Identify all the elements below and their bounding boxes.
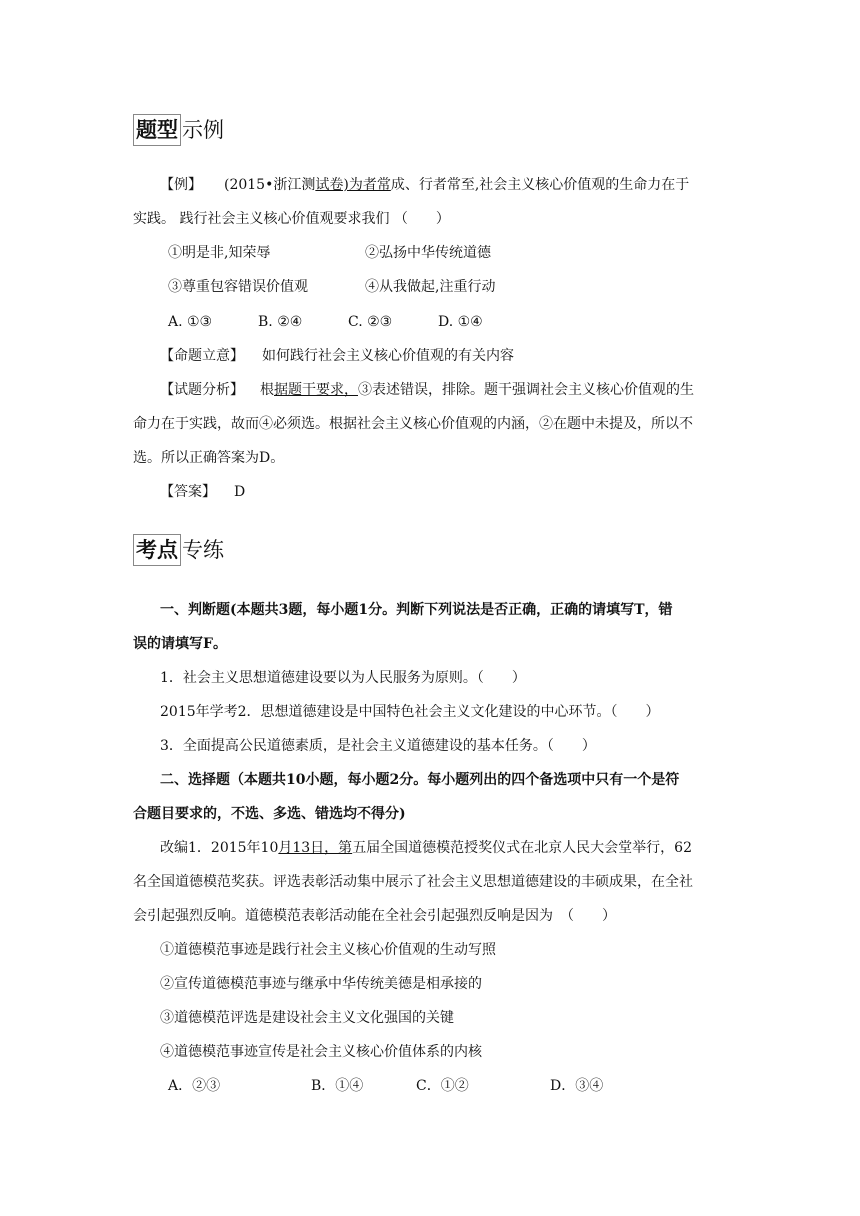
choice-c: C. ②③: [348, 314, 393, 330]
analysis-line-2: 命力在于实践，故而④必须选。根据社会主义核心价值观的内涵，②在题中未提及，所以不: [133, 416, 693, 432]
mc-choice-b: B．①④: [311, 1078, 364, 1094]
answer-tag: 【答案】: [160, 484, 216, 500]
example-option-1: ①明是非,知荣辱: [168, 245, 271, 261]
mc-question-1-line-3: 会引起强烈反响。道德模范表彰活动能在全社会引起强烈反响是因为 （ ）: [133, 908, 616, 924]
example-source: (2015•浙江测: [224, 177, 316, 193]
mc-statement-2: ②宣传道德模范事迹与继承中华传统美德是相承接的: [160, 976, 482, 992]
section-title-boxed: 题型: [133, 114, 181, 146]
tf-question-1: 1．社会主义思想道德建设要以为人民服务为原则。（ ）: [160, 670, 526, 686]
example-option-3: ③尊重包容错误价值观: [168, 279, 308, 295]
answer-line: [160, 482, 245, 502]
part2-heading-line-1: 二、选择题（本题共10小题，每小题2分。每小题列出的四个备选项中只有一个是符: [160, 772, 680, 788]
part1-heading-line-1: 一、判断题(本题共3题，每小题1分。判断下列说法是否正确，正确的请填写T，错: [160, 602, 673, 618]
mc-q1-underlined: 月13日，第: [278, 840, 353, 856]
tf-question-3: 3．全面提高公民道德素质，是社会主义道德建设的基本任务。（ ）: [160, 738, 596, 754]
mc-statement-3: ③道德模范评选是建设社会主义文化强国的关键: [160, 1010, 454, 1026]
analysis-line-3: 选。所以正确答案为D。: [133, 450, 285, 466]
section-title-example: [133, 113, 224, 147]
intent-line: [160, 346, 514, 366]
example-stem-part: 成、行者常至,社会主义核心价值观的生命力在于: [390, 177, 690, 193]
mc-q1-text-a: 改编1．2015年10: [160, 840, 279, 856]
choice-d: D. ①④: [438, 314, 483, 330]
mc-choice-a: A．②③: [168, 1078, 221, 1094]
analysis-text-b: ③表述错误，排除。题干强调社会主义核心价值观的生: [358, 382, 694, 398]
example-choices: [168, 312, 483, 332]
analysis-underlined: 据题干要求，: [274, 382, 358, 398]
mc-question-1-line-2: 名全国道德模范奖获。评选表彰活动集中展示了社会主义思想道德建设的丰硕成果，在全社: [133, 874, 693, 890]
section-title-practice: [133, 533, 224, 567]
analysis-line-1: [160, 380, 694, 400]
mc-choice-c: C．①②: [416, 1078, 469, 1094]
example-line-1: [160, 175, 689, 195]
section-title-plain: 示例: [182, 118, 224, 142]
example-option-2: ②弘扬中华传统道德: [365, 245, 491, 261]
analysis-tag: 【试题分析】: [160, 382, 244, 398]
intent-tag: 【命题立意】: [160, 348, 244, 364]
tf-question-2: 2015年学考2．思想道德建设是中国特色社会主义文化建设的中心环节。（ ）: [160, 704, 660, 720]
example-line-2: 实践。 践行社会主义核心价值观要求我们 （ ）: [133, 211, 450, 227]
mc-q1-text-b: 五届全国道德模范授奖仪式在北京人民大会堂举行，62: [352, 840, 693, 856]
mc-question-1-line-1: [160, 838, 692, 858]
part1-heading-line-2: 误的请填写F。: [133, 636, 227, 652]
mc-choices: [168, 1076, 603, 1096]
part2-heading-line-2: 合题目要求的，不选、多选、错选均不得分): [133, 806, 406, 822]
mc-statement-1: ①道德模范事迹是践行社会主义核心价值观的生动写照: [160, 942, 496, 958]
analysis-text-a: 根: [260, 382, 274, 398]
choice-b: B. ②④: [258, 314, 303, 330]
section-title-plain: 专练: [182, 538, 224, 562]
answer-value: D: [234, 484, 246, 500]
choice-a: A. ①③: [168, 314, 213, 330]
mc-choice-d: D．③④: [550, 1078, 604, 1094]
section-title-boxed: 考点: [133, 534, 181, 566]
example-option-4: ④从我做起,注重行动: [365, 279, 496, 295]
example-source-underlined: 试卷)为者常: [315, 177, 391, 193]
mc-statement-4: ④道德模范事迹宣传是社会主义核心价值体系的内核: [160, 1044, 482, 1060]
intent-text: 如何践行社会主义核心价值观的有关内容: [262, 348, 514, 364]
example-tag: 【例】: [160, 177, 202, 193]
